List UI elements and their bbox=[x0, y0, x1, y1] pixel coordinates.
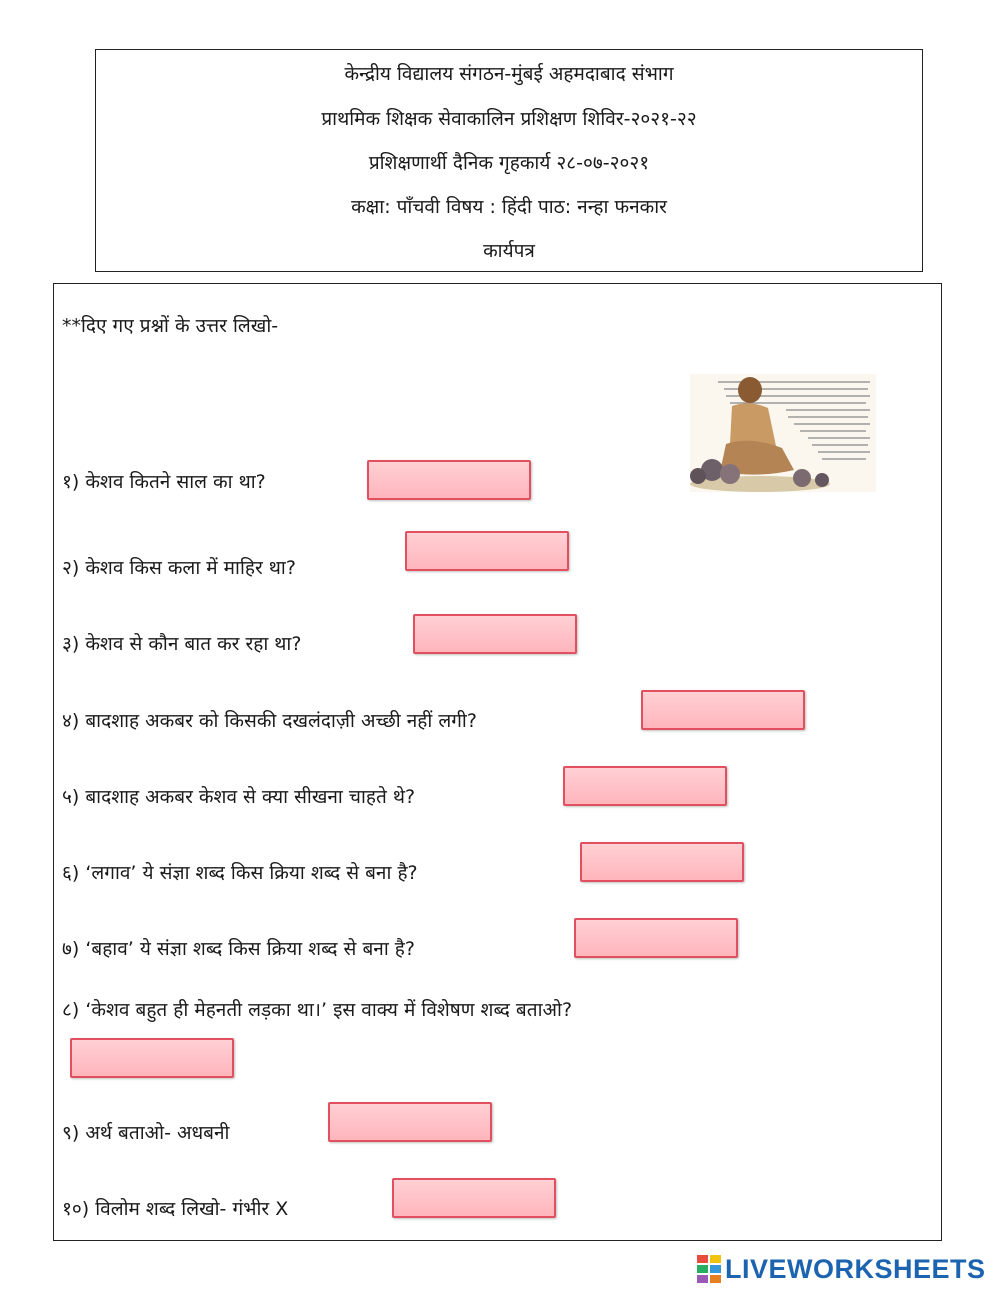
header-worksheet-title: कार्यपत्र bbox=[483, 240, 535, 262]
instruction-text: **दिए गए प्रश्नों के उत्तर लिखो- bbox=[62, 315, 279, 337]
question-7: ७) ‘बहाव’ ये संज्ञा शब्द किस क्रिया शब्द से बना है? bbox=[62, 938, 415, 960]
question-1: १) केशव कितने साल का था? bbox=[62, 471, 266, 493]
header-organization: केन्द्रीय विद्यालय संगठन-मुंबई अहमदाबाद संभाग bbox=[344, 63, 674, 85]
question-2: २) केशव किस कला में माहिर था? bbox=[62, 557, 296, 579]
answer-box-2[interactable] bbox=[405, 531, 569, 571]
answer-box-3[interactable] bbox=[413, 614, 577, 654]
answer-box-7[interactable] bbox=[574, 918, 738, 958]
worksheet-header bbox=[95, 49, 923, 272]
answer-box-9[interactable] bbox=[328, 1102, 492, 1142]
answer-box-4[interactable] bbox=[641, 690, 805, 730]
question-5: ५) बादशाह अकबर केशव से क्या सीखना चाहते थे? bbox=[62, 786, 416, 808]
header-homework-date: प्रशिक्षणार्थी दैनिक गृहकार्य २८-०७-२०२१ bbox=[368, 152, 650, 174]
answer-box-5[interactable] bbox=[563, 766, 727, 806]
question-3: ३) केशव से कौन बात कर रहा था? bbox=[62, 633, 302, 655]
header-class-subject: कक्षा: पाँचवी विषय : हिंदी पाठ: नन्हा फनकार bbox=[351, 196, 667, 218]
question-10: १०) विलोम शब्द लिखो- गंभीर X bbox=[62, 1198, 289, 1220]
answer-box-8[interactable] bbox=[70, 1038, 234, 1078]
header-training-camp: प्राथमिक शिक्षक सेवाकालिन प्रशिक्षण शिविर-२०२१-२२ bbox=[321, 108, 697, 130]
question-8: ८) ‘केशव बहुत ही मेहनती लड़का था।’ इस वाक्य में विशेषण शब्द बताओ? bbox=[62, 999, 573, 1021]
question-6: ६) ‘लगाव’ ये संज्ञा शब्द किस क्रिया शब्द से बना है? bbox=[62, 862, 418, 884]
question-4: ४) बादशाह अकबर को किसकी दखलंदाज़ी अच्छी नहीं लगी? bbox=[62, 710, 477, 732]
lesson-illustration bbox=[690, 374, 876, 492]
answer-box-1[interactable] bbox=[367, 460, 531, 500]
liveworksheets-logo-text: LIVEWORKSHEETS bbox=[725, 1253, 986, 1284]
answer-box-10[interactable] bbox=[392, 1178, 556, 1218]
answer-box-6[interactable] bbox=[580, 842, 744, 882]
liveworksheets-logo-icon bbox=[697, 1255, 721, 1283]
liveworksheets-logo bbox=[697, 1254, 986, 1284]
question-9: ९) अर्थ बताओ- अधबनी bbox=[62, 1122, 230, 1144]
